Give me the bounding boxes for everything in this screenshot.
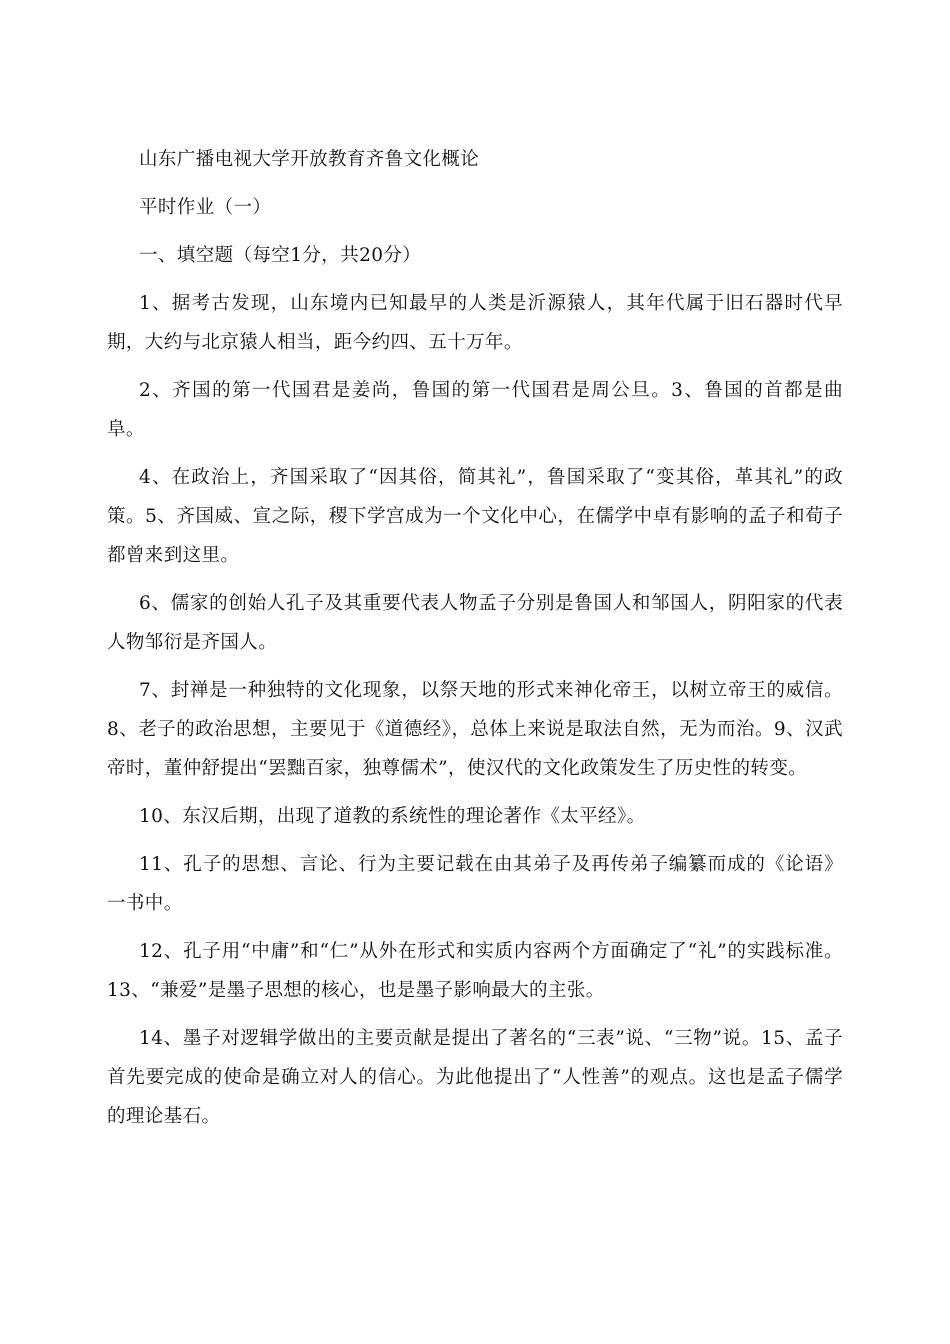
paragraph-4: 6、儒家的创始人孔子及其重要代表人物孟子分别是鲁国人和邹国人，阴阳家的代表人物邹衍是齐国人。 (107, 593, 843, 653)
paragraph-7: 11、孔子的思想、言论、行为主要记载在由其弟子及再传弟子编纂而成的《论语》一书中。 (107, 854, 843, 914)
paragraph-5: 7、封禅是一种独特的文化现象，以祭天地的形式来神化帝王，以树立帝王的威信。8、老子的政治思想，主要见于《道德经》，总体上来说是取法自然，无为而治。9、汉武帝时，董仲舒提出“罢黜百家，独尊儒术”，使汉代的文化政策发生了历史性的转变。 (107, 680, 843, 779)
document-subtitle: 平时作业（一） (139, 197, 272, 218)
document-title: 山东广播电视大学开放教育齐鲁文化概论 (139, 149, 480, 170)
paragraph-3: 4、在政治上，齐国采取了“因其俗，简其礼”，鲁国采取了“变其俗，革其礼”的政策。5、齐国威、宣之际，稷下学宫成为一个文化中心，在儒学中卓有影响的孟子和荀子都曾来到这里。 (107, 467, 843, 566)
paragraph-2: 2、齐国的第一代国君是姜尚，鲁国的第一代国君是周公旦。3、鲁国的首都是曲阜。 (107, 380, 843, 440)
paragraph-8: 12、孔子用“中庸”和“仁”从外在形式和实质内容两个方面确定了“礼”的实践标准。13、“兼爱”是墨子思想的核心，也是墨子影响最大的主张。 (107, 941, 843, 1001)
paragraph-9: 14、墨子对逻辑学做出的主要贡献是提出了著名的“三表”说、“三物”说。15、孟子首先要完成的使命是确立对人的信心。为此他提出了“人性善”的观点。这也是孟子儒学的理论基石。 (107, 1028, 843, 1127)
paragraph-6: 10、东汉后期，出现了道教的系统性的理论著作《太平经》。 (139, 806, 646, 827)
document-body (107, 140, 843, 1145)
section-heading: 一、填空题（每空1分，共20分） (139, 245, 422, 266)
paragraph-1: 1、据考古发现，山东境内已知最早的人类是沂源猿人，其年代属于旧石器时代早期，大约与北京猿人相当，距今约四、五十万年。 (107, 293, 843, 353)
